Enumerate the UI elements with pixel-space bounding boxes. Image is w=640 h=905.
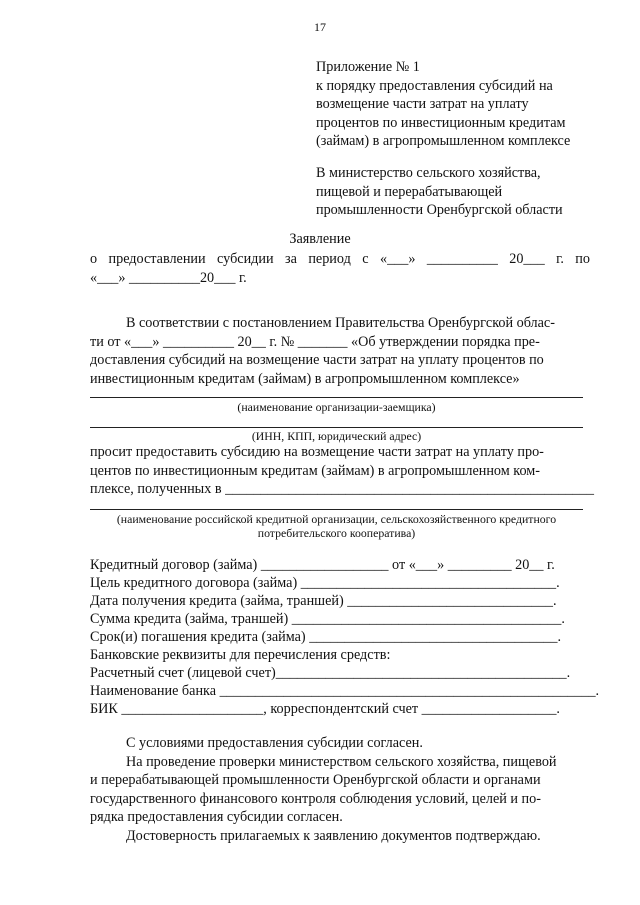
subject-word: __________ (426, 251, 498, 267)
closing-line: и перерабатывающей промышленности Оренбургской области и органами (90, 772, 541, 788)
appendix-header (316, 58, 616, 151)
subject-line-2: «___» __________20___ г. (90, 269, 247, 286)
subject-word: за (285, 251, 297, 267)
intro-line: инвестиционным кредитам (займам) в агропромышленном комплексе» (90, 370, 520, 387)
field-credit-date: Дата получения кредита (займа, траншей) _____________________________. (90, 593, 557, 609)
field-repayment-term: Срок(и) погашения кредита (займа) ___________________________________. (90, 629, 562, 645)
appendix-line: (займам) в агропромышленном комплексе (316, 133, 571, 149)
closing-line: рядка предоставления субсидии согласен. (90, 809, 343, 825)
subject-word: с (362, 251, 369, 267)
subject-word: предоставлении (108, 251, 206, 267)
org-name-line (90, 397, 583, 398)
addressee-line: промышленности Оренбургской области (316, 202, 563, 218)
subject-word: г. (556, 251, 564, 267)
page-number: 17 (314, 20, 326, 34)
request-paragraph (90, 443, 594, 499)
agreement-line: С условиями предоставления субсидии согласен. (126, 735, 423, 751)
addressee-block (316, 164, 616, 220)
inn-line (90, 427, 583, 428)
closing-line: На проведение проверки министерством сельского хозяйства, пищевой (126, 753, 557, 770)
intro-paragraph (90, 314, 590, 388)
field-credit-purpose: Цель кредитного договора (займа) ____________________________________. (90, 575, 560, 591)
subject-block (90, 250, 590, 287)
request-line: центов по инвестиционным кредитам (займам) в агропромышленном ком- (90, 462, 540, 479)
subject-word: 20___ (509, 251, 545, 267)
request-line: просит предоставить субсидию на возмещение части затрат на уплату про- (90, 444, 544, 460)
caption-bank-line: потребительского кооператива) (257, 526, 416, 540)
caption-bank-line: (наименование российской кредитной организации, сельскохозяйственного кредитного (116, 512, 557, 526)
caption-inn: (ИНН, КПП, юридический адрес) (251, 429, 422, 443)
closing-line: государственного финансового контроля соблюдения условий, целей и по- (90, 790, 541, 807)
addressee-line: В министерство сельского хозяйства, (316, 165, 541, 181)
subject-word: «___» (379, 251, 416, 267)
subject-word: период (308, 251, 351, 267)
bank-name-line (90, 509, 583, 510)
field-credit-agreement: Кредитный договор (займа) __________________ от «___» _________ 20__ г. (90, 557, 555, 573)
subject-line-1 (90, 250, 590, 269)
document-title: Заявление (289, 231, 351, 247)
field-settlement-account: Расчетный счет (лицевой счет)_________________________________________. (90, 665, 571, 681)
addressee-line: пищевой и перерабатывающей (316, 183, 503, 200)
request-line: плексе, полученных в ____________________________________________________ (90, 481, 594, 497)
field-bank-details-heading: Банковские реквизиты для перечисления средств: (90, 647, 391, 663)
appendix-line: к порядку предоставления субсидий на (316, 77, 553, 94)
field-credit-amount: Сумма кредита (займа, траншей) ______________________________________. (90, 611, 565, 627)
appendix-line: процентов по инвестиционным кредитам (316, 114, 566, 131)
appendix-title: Приложение № 1 (316, 59, 420, 75)
intro-line: В соответствии с постановлением Правительства Оренбургской облас- (126, 315, 555, 331)
field-bik-corr-account: БИК ____________________, корреспондентский счет ___________________. (90, 701, 560, 717)
subject-word: о (90, 251, 98, 267)
subject-word: субсидии (217, 251, 274, 267)
field-bank-name: Наименование банка _____________________________________________________. (90, 683, 600, 699)
caption-bank (90, 512, 583, 540)
caption-org: (наименование организации-заемщика) (237, 400, 436, 414)
appendix-line: возмещение части затрат на уплату (316, 96, 529, 112)
confirmation-line: Достоверность прилагаемых к заявлению документов подтверждаю. (126, 827, 541, 844)
intro-line: ти от «___» __________ 20__ г. № _______ «Об утверждении порядка пре- (90, 333, 540, 350)
intro-line: доставления субсидий на возмещение части затрат на уплату процентов по (90, 352, 544, 368)
closing-block (90, 734, 590, 845)
subject-word: по (575, 251, 590, 267)
